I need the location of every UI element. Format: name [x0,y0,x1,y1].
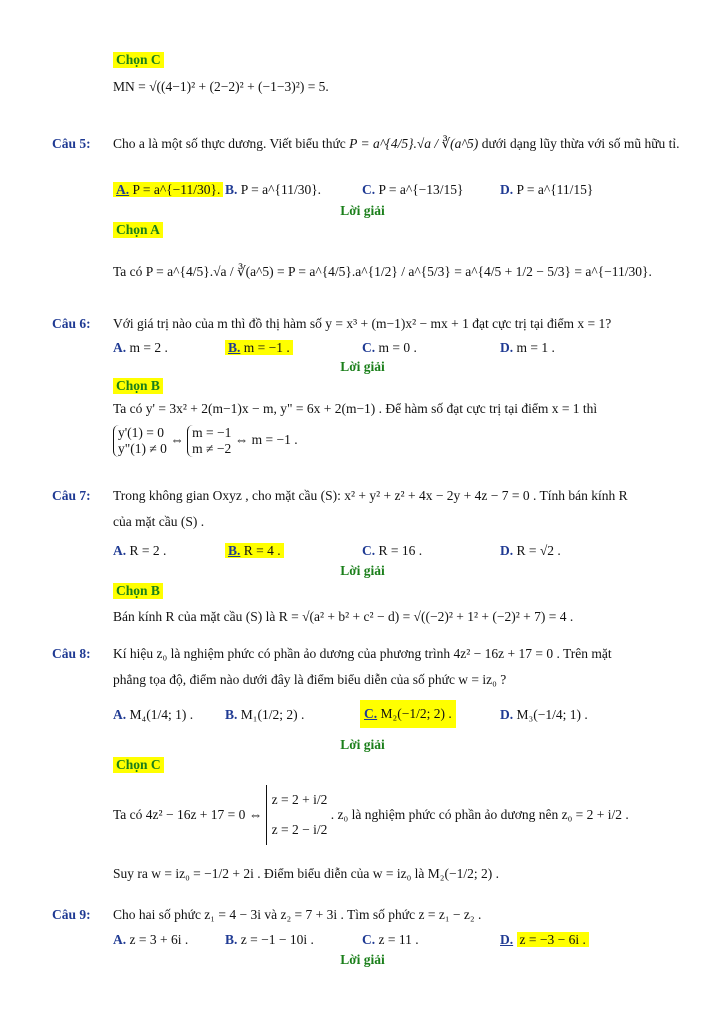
option-letter: D. [500,182,514,197]
solution-heading: Lời giải [340,359,385,374]
option-b[interactable] [225,707,304,723]
option-d[interactable] [500,707,588,723]
option-a[interactable] [113,543,166,559]
option-text: M₄(1/4; 1) . [129,707,194,722]
option-letter: B. [225,182,238,197]
option-c[interactable] [362,932,419,948]
question-stem: Cho hai số phức z₁ = 4 − 3i và z₂ = 7 + 3i . Tìm số phức z = z₁ − z₂ . [113,907,482,922]
chon-label: Chọn B [113,583,163,599]
option-text: R = 4 . [243,543,281,558]
option-b[interactable] [225,543,284,559]
question-stem: phẳng tọa độ, điểm nào dưới đây là điểm biểu diễn của số phức w = iz₀ ? [113,672,507,687]
chon-label: Chọn C [113,757,164,773]
question-label: Câu 7: [52,488,91,503]
option-b[interactable] [225,932,314,948]
chon-label: Chọn B [113,378,163,394]
option-d[interactable] [500,543,561,559]
question-stem: của mặt cầu (S) . [113,514,205,529]
option-letter: B. [225,707,238,722]
option-letter: A. [113,543,127,558]
system-line: m ≠ −2 [192,441,232,456]
solution-heading: Lời giải [340,737,385,752]
option-text: R = √2 . [516,543,561,558]
option-text: m = 2 . [129,340,168,355]
option-text: P = a^{−11/30}. [132,182,221,197]
chon-label: Chọn C [113,52,164,68]
option-text: m = 0 . [378,340,417,355]
option-letter: C. [362,932,376,947]
option-letter: B. [225,932,238,947]
option-text: M₂(−1/2; 2) . [380,706,452,721]
option-text: z = −1 − 10i . [240,932,314,947]
option-text: m = −1 . [243,340,290,355]
answer-choice [113,378,163,394]
question-label: Câu 9: [52,907,91,922]
option-a[interactable] [113,340,168,356]
option-text: m = 1 . [516,340,555,355]
option-text: R = 2 . [129,543,167,558]
option-letter: C. [362,340,376,355]
option-letter: C. [362,182,376,197]
question-label: Câu 8: [52,646,91,661]
option-text: M₁(1/2; 2) . [240,707,305,722]
answer-choice [113,757,164,773]
option-d[interactable] [500,340,555,356]
option-letter: A. [113,340,127,355]
option-text: R = 16 . [378,543,423,558]
solution-heading: Lời giải [340,952,385,967]
solution-text: . z₀ là nghiệm phức có phần ảo dương nên z₀ = 2 + i/2 . [330,807,629,822]
option-letter: D. [500,543,514,558]
question-stem: Trong không gian Oxyz , cho mặt cầu (S): x² + y² + z² + 4x − 2y + 4z − 7 = 0 . Tính bán kính R [113,488,628,503]
question-label: Câu 5: [52,136,91,151]
solution-text: Ta có P = a^{4/5}.√a / ∛(a^5) = P = a^{4/5}.a^{1/2} / a^{5/3} = a^{4/5 + 1/2 − 5/3} = a^{−11/30}. [113,264,652,279]
stem-expression: P = a^{4/5}.√a / ∛(a^5) [349,136,479,151]
option-text: z = 3 + 6i . [129,932,189,947]
stem-text: dưới dạng lũy thừa với số mũ hữu tỉ. [481,136,680,151]
option-c[interactable] [360,700,456,728]
option-letter: D. [500,707,514,722]
option-letter: C. [362,543,376,558]
root-line: z = 2 + i/2 [271,792,328,807]
question-stem: Kí hiệu z₀ là nghiệm phức có phần ảo dương của phương trình 4z² − 16z + 17 = 0 . Trên mặt [113,646,612,661]
system-brace [113,425,167,457]
option-text: z = 11 . [378,932,419,947]
option-letter: A. [116,182,130,197]
chon-label: Chọn A [113,222,163,238]
option-letter: D. [500,932,514,947]
option-d[interactable] [500,932,589,948]
solution-text: Bán kính R của mặt cầu (S) là R = √(a² + b² + c² − d) = √((−2)² + 1² + (−2)² + 7) = 4 . [113,609,574,624]
option-d[interactable] [500,182,593,198]
option-a[interactable] [113,932,188,948]
solution-system: y'(1) = 0 y"(1) ≠ 0 ⇔ m = −1 m ≠ −2 ⇔ m = −1 . [113,425,298,457]
option-a[interactable] [113,182,223,198]
system-line: y"(1) ≠ 0 [118,441,167,456]
solution-heading: Lời giải [340,203,385,218]
solution-text: Ta có 4z² − 16z + 17 = 0 ⇔ [113,807,263,822]
option-text: P = a^{11/30}. [240,182,322,197]
option-text: P = a^{11/15} [516,182,594,197]
option-c[interactable] [362,543,422,559]
question-label: Câu 6: [52,316,91,331]
option-letter: B. [228,543,241,558]
solution-text: Ta có y' = 3x² + 2(m−1)x − m, y" = 6x + 2(m−1) . Để hàm số đạt cực trị tại điểm x = 1 thì [113,401,598,416]
option-a[interactable] [113,707,193,723]
solution-text: Suy ra w = iz₀ = −1/2 + 2i . Điểm biểu diễn của w = iz₀ là M₂(−1/2; 2) . [113,866,499,881]
answer-choice [113,583,163,599]
system-line: y'(1) = 0 [118,425,165,440]
option-letter: A. [113,932,127,947]
option-letter: A. [113,707,127,722]
root-line: z = 2 − i/2 [271,822,328,837]
option-text: z = −3 − 6i . [517,932,589,947]
answer-choice [113,222,163,238]
option-text: M₃(−1/4; 1) . [516,707,588,722]
option-c[interactable] [362,182,464,198]
system-result: ⇔ m = −1 . [234,432,298,448]
solution-roots [113,785,629,845]
option-letter: D. [500,340,514,355]
solution-heading: Lời giải [340,563,385,578]
roots-bracket [266,785,328,845]
question-stem [113,136,680,152]
system-line: m = −1 [192,425,232,440]
option-c[interactable] [362,340,417,356]
system-brace [187,425,231,457]
option-letter: B. [228,340,241,355]
stem-text: Cho a là một số thực dương. Viết biểu thức [113,136,346,151]
option-b[interactable] [225,340,293,356]
solution-formula: MN = √((4−1)² + (2−2)² + (−1−3)²) = 5. [113,79,329,94]
option-b[interactable] [225,182,321,198]
question-stem: Với giá trị nào của m thì đồ thị hàm số y = x³ + (m−1)x² − mx + 1 đạt cực trị tại điểm x = 1? [113,316,612,331]
option-letter: C. [364,706,378,721]
answer-choice [113,52,164,68]
option-text: P = a^{−13/15} [378,182,464,197]
